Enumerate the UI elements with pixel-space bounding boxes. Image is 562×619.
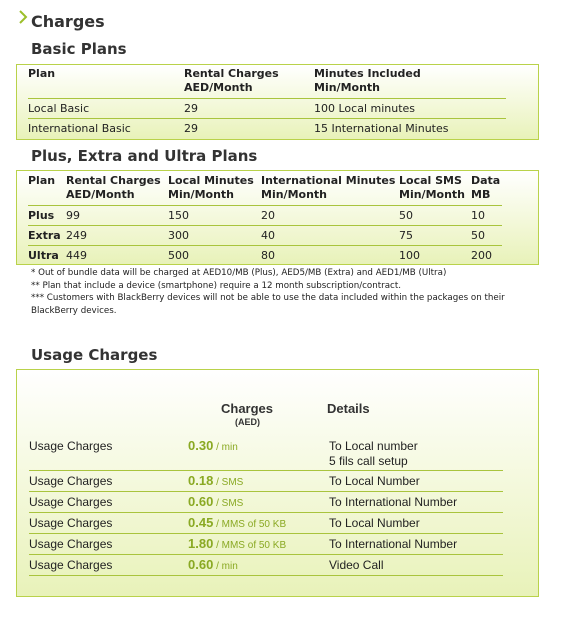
divider <box>29 491 503 492</box>
charges-column-header: Charges <box>221 401 274 416</box>
footnotes <box>31 267 541 317</box>
plan-name: Local Basic <box>28 102 90 115</box>
local-sms-value: 75 <box>399 229 413 242</box>
charge-label: Usage Charges <box>29 495 113 509</box>
divider <box>28 205 502 206</box>
divider <box>29 575 503 576</box>
minutes-value: 100 Local minutes <box>314 102 416 115</box>
divider <box>29 554 503 555</box>
charge-value: 0.18 <box>188 473 214 488</box>
data-value: 10 <box>471 209 485 222</box>
charge-unit: / MMS of 50 KB <box>213 540 287 551</box>
rental-value: 99 <box>66 209 80 222</box>
charges-column-subheader: (AED) <box>235 417 260 427</box>
divider <box>29 533 503 534</box>
charge-amount <box>188 536 286 551</box>
rental-value: 29 <box>184 102 198 115</box>
charge-details: To Local Number <box>329 474 420 488</box>
intl-minutes-value: 40 <box>261 229 275 242</box>
divider <box>28 245 502 246</box>
charge-details: To Local Number <box>329 516 420 530</box>
rental-value: 449 <box>66 249 87 262</box>
data-value: 50 <box>471 229 485 242</box>
table-header-row <box>28 67 506 99</box>
charge-label: Usage Charges <box>29 558 113 572</box>
table-row <box>28 209 502 229</box>
charge-value: 0.60 <box>188 557 214 572</box>
local-minutes-value: 500 <box>168 249 189 262</box>
rental-value: 29 <box>184 122 198 135</box>
divider <box>28 225 502 226</box>
table-header-row <box>28 174 502 206</box>
table-row <box>28 102 506 122</box>
charge-amount <box>188 473 243 488</box>
charge-unit: / SMS <box>213 498 244 509</box>
charge-amount <box>188 557 238 572</box>
plus-plans-title: Plus, Extra and Ultra Plans <box>31 147 258 165</box>
divider <box>28 118 506 119</box>
plan-name: Ultra <box>28 249 59 262</box>
data-value: 200 <box>471 249 492 262</box>
charge-value: 0.45 <box>188 515 214 530</box>
table-row <box>28 122 506 142</box>
local-minutes-value: 150 <box>168 209 189 222</box>
divider <box>28 98 506 99</box>
table-row <box>29 439 503 471</box>
charge-details: To International Number <box>329 495 458 509</box>
header-local-minutes: Local Minutes Min/Month <box>168 174 254 201</box>
chevron-right-icon <box>18 10 28 24</box>
charge-value: 0.30 <box>188 438 214 453</box>
minutes-value: 15 International Minutes <box>314 122 449 135</box>
basic-plans-title: Basic Plans <box>31 40 127 58</box>
footnote: *** Customers with BlackBerry devices will not be able to use the data included within the packages on their BlackBerry devices. <box>31 293 505 316</box>
header-plan: Plan <box>28 67 56 80</box>
footnote: * Out of bundle data will be charged at AED10/MB (Plus), AED5/MB (Extra) and AED1/MB (Ultra) <box>31 268 447 278</box>
intl-minutes-value: 20 <box>261 209 275 222</box>
local-sms-value: 50 <box>399 209 413 222</box>
charge-unit: / SMS <box>213 477 244 488</box>
page-title: Charges <box>31 12 105 31</box>
divider <box>29 470 503 471</box>
header-local-sms: Local SMS Min/Month <box>399 174 465 201</box>
charge-details: Video Call <box>329 558 384 572</box>
charge-label: Usage Charges <box>29 439 113 453</box>
charge-value: 0.60 <box>188 494 214 509</box>
header-rental: Rental Charges AED/Month <box>66 174 161 201</box>
table-row <box>28 249 502 269</box>
charge-unit: / min <box>213 442 238 453</box>
plan-name: Extra <box>28 229 61 242</box>
rental-value: 249 <box>66 229 87 242</box>
header-intl-minutes: International Minutes Min/Month <box>261 174 396 201</box>
intl-minutes-value: 80 <box>261 249 275 262</box>
charge-label: Usage Charges <box>29 474 113 488</box>
usage-charges-title: Usage Charges <box>31 346 158 364</box>
header-data: Data MB <box>471 174 501 201</box>
charge-amount <box>188 494 243 509</box>
plan-name: International Basic <box>28 122 131 135</box>
charge-details: To Local number 5 fils call setup <box>329 439 418 468</box>
header-plan: Plan <box>28 174 56 187</box>
charge-details: To International Number <box>329 537 458 551</box>
local-minutes-value: 300 <box>168 229 189 242</box>
charge-unit: / MMS of 50 KB <box>213 519 287 530</box>
details-column-header: Details <box>327 401 370 416</box>
charge-value: 1.80 <box>188 536 214 551</box>
header-rental: Rental Charges AED/Month <box>184 67 279 94</box>
footnote: ** Plan that include a device (smartphone) require a 12 month subscription/contract. <box>31 280 401 291</box>
header-minutes: Minutes Included Min/Month <box>314 67 421 94</box>
charge-amount <box>188 438 238 453</box>
charge-amount <box>188 515 286 530</box>
local-sms-value: 100 <box>399 249 420 262</box>
charge-label: Usage Charges <box>29 537 113 551</box>
plan-name: Plus <box>28 209 55 222</box>
charge-label: Usage Charges <box>29 516 113 530</box>
charge-unit: / min <box>213 561 238 572</box>
divider <box>29 512 503 513</box>
table-row <box>28 229 502 249</box>
